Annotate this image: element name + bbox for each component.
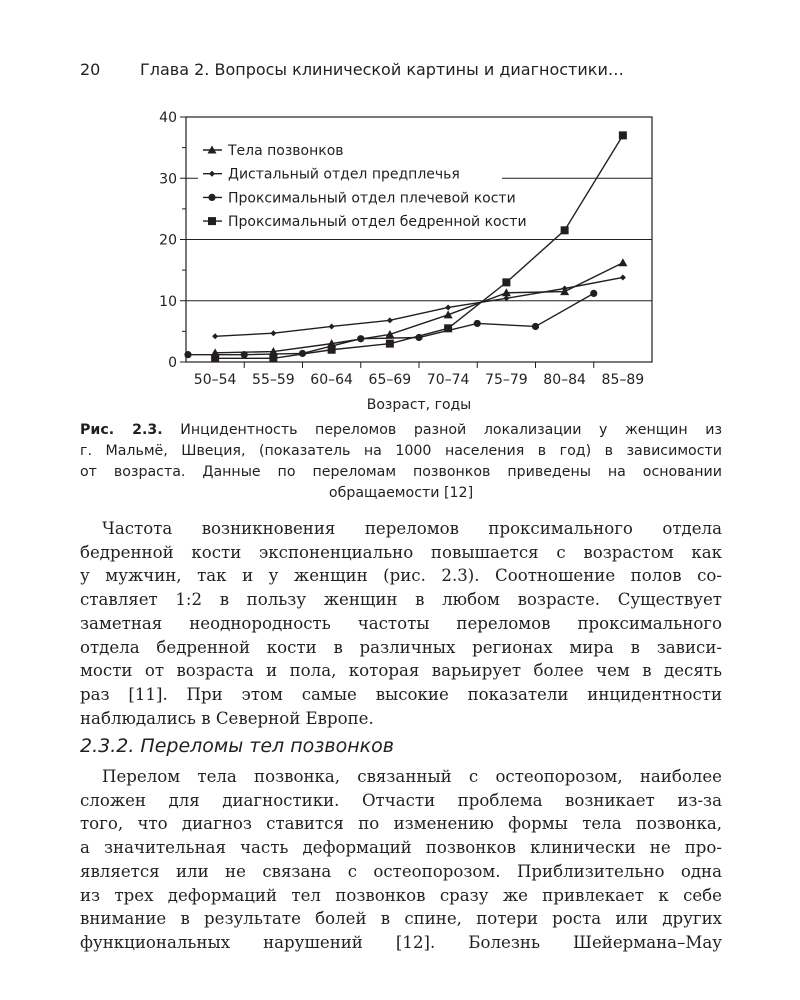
x-tick-label: 60–64	[310, 372, 353, 388]
x-tick-label: 85–89	[601, 372, 645, 388]
y-tick-label: 40	[159, 110, 177, 126]
page-number: 20	[80, 60, 101, 79]
square-marker	[208, 217, 216, 225]
text-line: отдела бедренной кости в различных регионах мира в зависи-	[80, 637, 722, 657]
text-line: функциональных нарушений [12]. Болезнь Шейермана–Мау	[80, 932, 722, 952]
square-marker	[444, 324, 452, 332]
y-tick-label: 10	[159, 293, 177, 310]
x-axis-title: Возраст, годы	[366, 397, 472, 413]
square-marker	[328, 346, 336, 354]
circle-marker	[590, 290, 597, 297]
circle-marker	[532, 323, 539, 330]
text-line: у мужчин, так и у женщин (рис. 2.3). Соотношение полов со-	[80, 566, 722, 586]
text-line: Перелом тела позвонка, связанный с остеопорозом, наиболее	[102, 767, 722, 786]
chart-legend	[198, 136, 527, 231]
x-tick-label: 80–84	[543, 372, 586, 388]
legend-label: Проксимальный отдел плечевой кости	[228, 190, 516, 207]
diamond-marker	[212, 333, 218, 339]
caption-line: г. Мальмё, Швеция, (показатель на 1000 населения в год) в зависимости	[80, 443, 722, 459]
y-tick-label: 30	[159, 171, 177, 188]
paragraph-2	[80, 765, 722, 955]
paragraph-1	[80, 517, 722, 730]
caption-label: Рис. 2.3.	[80, 422, 163, 438]
square-marker	[619, 131, 627, 139]
circle-marker	[241, 351, 248, 358]
legend-label: Проксимальный отдел бедренной кости	[228, 214, 527, 231]
text-line: ставляет 1:2 в пользу женщин в любом возрасте. Существует	[80, 590, 722, 610]
x-tick-label: 50–54	[193, 372, 237, 388]
square-marker	[502, 278, 510, 286]
caption-line: обращаемости [12]	[328, 485, 474, 501]
diamond-marker	[270, 330, 276, 336]
diamond-marker	[329, 323, 335, 329]
series-line	[215, 277, 623, 336]
text-line: а значительная часть деформаций позвонков клинически не про-	[80, 838, 722, 858]
running-title: Глава 2. Вопросы клинической картины и диагностики…	[140, 60, 624, 79]
square-marker	[561, 226, 569, 234]
text-line: сложен для диагностики. Отчасти проблема возникает из-за	[80, 790, 722, 810]
x-tick-label: 70–74	[426, 372, 470, 388]
y-tick-label: 0	[168, 355, 177, 371]
circle-marker	[357, 335, 364, 342]
caption-line: от возраста. Данные по переломам позвонков приведены на основании	[80, 464, 722, 480]
text-line: наблюдались в Северной Европе.	[80, 708, 374, 728]
x-tick-label: 75–79	[485, 372, 528, 388]
text-line: раз [11]. При этом самые высокие показатели инцидентности	[80, 684, 722, 704]
series-circle	[184, 290, 597, 358]
section-heading: 2.3.2. Переломы тел позвонков	[80, 735, 394, 757]
text-line: мости от возраста и пола, которая варьирует более чем в десять	[80, 661, 722, 681]
diamond-marker	[445, 304, 451, 310]
diamond-marker	[387, 317, 393, 323]
circle-marker	[474, 320, 481, 327]
square-marker	[386, 340, 394, 348]
text-line: того, что диагноз ставится по изменению формы тела позвонка,	[80, 814, 722, 834]
text-line: Частота возникновения переломов проксимального отдела	[102, 519, 722, 538]
series-triangle	[211, 258, 628, 356]
text-line: заметная неоднородность частоты переломов проксимального	[80, 613, 722, 633]
square-marker	[269, 354, 277, 362]
x-tick-label: 55–59	[252, 372, 295, 388]
text-line: из трех деформаций тел позвонков сразу же привлекает к себе	[80, 885, 722, 905]
legend-label: Тела позвонков	[228, 143, 344, 159]
y-tick-label: 20	[159, 232, 177, 249]
square-marker	[211, 354, 219, 362]
text-line: бедренной кости экспоненциально повышается с возрастом как	[80, 542, 722, 562]
x-tick-label: 65–69	[368, 372, 412, 388]
figure-caption	[80, 420, 722, 504]
circle-marker	[208, 194, 215, 201]
diamond-marker	[620, 274, 626, 280]
series-diamond	[212, 274, 626, 339]
legend-label: Дистальный отдел предплечья	[228, 166, 460, 183]
figure-chart	[0, 0, 800, 420]
triangle-marker	[618, 258, 627, 266]
caption-line: Рис. 2.3. Инцидентность переломов разной локализации у женщин из	[80, 422, 722, 438]
text-line: внимание в результате болей в спине, потери роста или других	[80, 909, 722, 929]
text-line: является или не связана с остеопорозом. Приблизительно одна	[80, 861, 722, 881]
